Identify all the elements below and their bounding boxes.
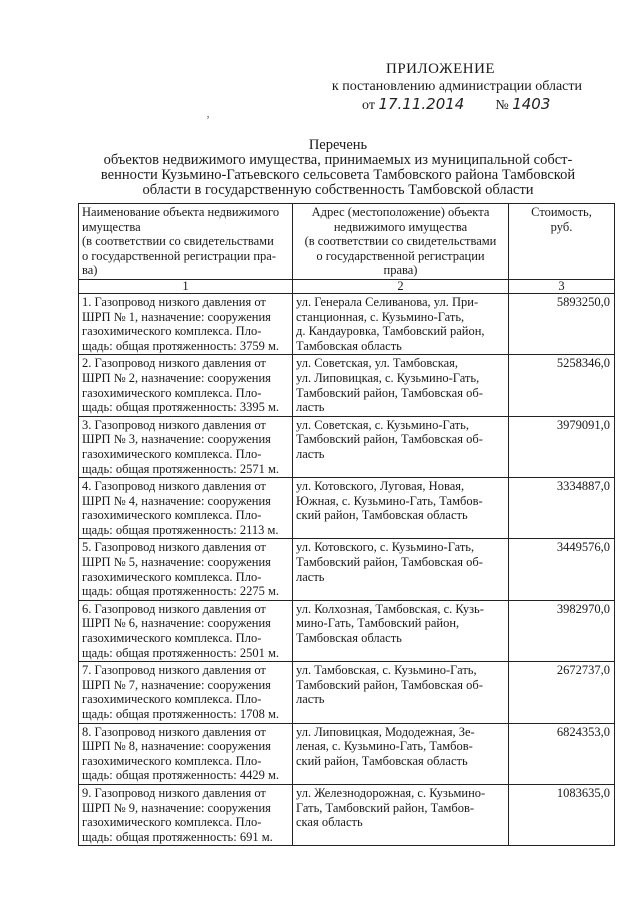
object-name-cell <box>79 784 293 845</box>
cell-line: 9. Газопровод низкого давления от <box>82 785 266 800</box>
column-number-row <box>79 279 615 293</box>
column-number: 3 <box>509 279 615 293</box>
cell-line: Тамбовский район, Тамбовская об- <box>296 677 483 692</box>
cell-line: ул. Котовского, Луговая, Новая, <box>296 479 465 494</box>
cell-line: ская область <box>296 815 363 830</box>
object-cost-cell: 5258346,0 <box>509 355 615 416</box>
table-row <box>79 539 615 600</box>
cell-line: щадь: общая протяженность: 2571 м. <box>82 461 279 476</box>
number-prefix: № <box>495 98 509 113</box>
cell-line: ул. Колхозная, Тамбовская, с. Кузь- <box>296 601 484 616</box>
cell-line: ласть <box>296 692 325 707</box>
table-row <box>79 416 615 477</box>
cell-line: 8. Газопровод низкого давления от <box>82 724 266 739</box>
cell-line: газохимического комплекса. Пло- <box>82 815 262 830</box>
cell-line: 7. Газопровод низкого давления от <box>82 663 266 678</box>
cell-line: газохимического комплекса. Пло- <box>82 753 262 768</box>
cell-line: ул. Советская, с. Кузьмино-Гать, <box>296 417 469 432</box>
cell-line: 6. Газопровод низкого давления от <box>82 601 266 616</box>
object-cost-cell: 2672737,0 <box>509 662 615 723</box>
object-name-cell <box>79 478 293 539</box>
cell-line: Тамбовский район, Тамбовская об- <box>296 555 483 570</box>
cell-line: щадь: общая протяженность: 3395 м. <box>82 400 279 415</box>
heading-line-4: области в государственную собственность Тамбовской области <box>142 182 534 198</box>
cell-line: ШРП № 6, назначение: сооружения <box>82 616 271 631</box>
cell-line: Тамбовская область <box>296 338 402 353</box>
cell-line: ШРП № 4, назначение: сооружения <box>82 493 271 508</box>
cell-line: ШРП № 2, назначение: сооружения <box>82 370 271 385</box>
object-cost-cell: 1083635,0 <box>509 784 615 845</box>
cell-line: мино-Гать, Тамбовский район, <box>296 616 460 631</box>
cell-line: Южная, с. Кузьмино-Гать, Тамбов- <box>296 493 483 508</box>
object-cost-cell: 3334887,0 <box>509 478 615 539</box>
object-cost-cell: 3982970,0 <box>509 600 615 661</box>
header-name-column: Наименование объекта недвижимого имущества (в соответствии со свидетельствами о государственной регистрации пра- ва) <box>79 204 293 280</box>
cell-line: ул. Липовицкая, Мододежная, Зе- <box>296 724 475 739</box>
date-prefix: от <box>362 98 375 113</box>
table-header-row <box>79 204 615 280</box>
cell-line: 2. Газопровод низкого давления от <box>82 356 266 371</box>
cell-line: ул. Тамбовская, с. Кузьмино-Гать, <box>296 663 477 678</box>
header-address-column: Адрес (местоположение) объекта недвижимого имущества (в соответствии со свидетельствами о государственной регистрации права) <box>293 204 509 280</box>
cell-line: газохимического комплекса. Пло- <box>82 385 262 400</box>
cell-line: щадь: общая протяженность: 2275 м. <box>82 584 279 599</box>
cell-line: газохимического комплекса. Пло- <box>82 692 262 707</box>
table-row <box>79 600 615 661</box>
property-table-body <box>79 204 615 846</box>
cell-line: Тамбовский район, Тамбовская об- <box>296 432 483 447</box>
table-row <box>79 784 615 845</box>
object-cost-cell: 6824353,0 <box>509 723 615 784</box>
cell-line: ШРП № 1, назначение: сооружения <box>82 309 271 324</box>
cell-line: 5. Газопровод низкого давления от <box>82 540 266 555</box>
cell-line: газохимического комплекса. Пло- <box>82 569 262 584</box>
cell-line: леная, с. Кузьмино-Гать, Тамбов- <box>296 739 473 754</box>
cell-line: ский район, Тамбовская область <box>296 508 468 523</box>
cell-line: д. Кандауровка, Тамбовский район, <box>296 324 485 339</box>
handwritten-number: 1403 <box>512 95 551 113</box>
cell-line: щадь: общая протяженность: 3759 м. <box>82 338 279 353</box>
object-cost-cell: 5893250,0 <box>509 293 615 354</box>
cell-line: газохимического комплекса. Пло- <box>82 446 262 461</box>
cell-line: ласть <box>296 446 325 461</box>
object-name-cell <box>79 662 293 723</box>
appendix-subtitle: к постановлению администрации области <box>331 79 582 94</box>
object-cost-cell: 3979091,0 <box>509 416 615 477</box>
object-address-cell <box>293 600 509 661</box>
property-table <box>78 203 615 846</box>
appendix-title: ПРИЛОЖЕНИЕ <box>386 61 496 77</box>
cell-line: газохимического комплекса. Пло- <box>82 324 262 339</box>
cell-line: ул. Котовского, с. Кузьмино-Гать, <box>296 540 475 555</box>
cell-line: ул. Липовицкая, с. Кузьмино-Гать, <box>296 370 480 385</box>
cell-line: Тамбовский район, Тамбовская об- <box>296 385 483 400</box>
cell-line: щадь: общая протяженность: 2501 м. <box>82 645 279 660</box>
cell-line: 4. Газопровод низкого давления от <box>82 479 266 494</box>
object-name-cell <box>79 600 293 661</box>
cell-line: ШРП № 3, назначение: сооружения <box>82 432 271 447</box>
cell-line: щадь: общая протяженность: 691 м. <box>82 829 273 844</box>
scan-speck: ʼ <box>206 113 210 127</box>
heading-line-3: венности Кузьмино-Гатьевского сельсовета Тамбовского района Тамбовской <box>100 167 576 183</box>
object-address-cell <box>293 293 509 354</box>
cell-line: ШРП № 7, назначение: сооружения <box>82 677 271 692</box>
cell-line: 1. Газопровод низкого давления от <box>82 294 266 309</box>
table-row <box>79 662 615 723</box>
object-cost-cell: 3449576,0 <box>509 539 615 600</box>
table-row <box>79 478 615 539</box>
heading-line-1: Перечень <box>308 137 368 153</box>
cell-line: газохимического комплекса. Пло- <box>82 631 262 646</box>
header-cost-column: Стоимость, руб. <box>509 204 615 280</box>
object-name-cell <box>79 539 293 600</box>
object-name-cell <box>79 416 293 477</box>
table-row <box>79 723 615 784</box>
object-address-cell <box>293 355 509 416</box>
cell-line: ул. Железнодорожная, с. Кузьмино- <box>296 785 486 800</box>
document-heading <box>40 138 636 198</box>
cell-line: щадь: общая протяженность: 2113 м. <box>82 522 279 537</box>
table-row <box>79 293 615 354</box>
object-address-cell <box>293 539 509 600</box>
object-name-cell <box>79 293 293 354</box>
cell-line: Гать, Тамбовский район, Тамбов- <box>296 800 475 815</box>
cell-line: ШРП № 5, назначение: сооружения <box>82 555 271 570</box>
object-name-cell <box>79 723 293 784</box>
cell-line: ский район, Тамбовская область <box>296 753 468 768</box>
object-address-cell <box>293 416 509 477</box>
cell-line: ШРП № 9, назначение: сооружения <box>82 800 271 815</box>
cell-line: ул. Советская, ул. Тамбовская, <box>296 356 459 371</box>
cell-line: Тамбовская область <box>296 631 402 646</box>
table-row <box>79 355 615 416</box>
cell-line: газохимического комплекса. Пло- <box>82 508 262 523</box>
cell-line: 3. Газопровод низкого давления от <box>82 417 266 432</box>
resolution-number-line <box>362 95 550 114</box>
cell-line: ласть <box>296 400 325 415</box>
heading-line-2: объектов недвижимого имущества, принимаемых из муниципальной собст- <box>103 152 573 168</box>
cell-line: ласть <box>296 569 325 584</box>
cell-line: щадь: общая протяженность: 1708 м. <box>82 707 279 721</box>
column-number: 2 <box>293 279 509 293</box>
cell-line: ШРП № 8, назначение: сооружения <box>82 739 271 754</box>
cell-line: ул. Генерала Селиванова, ул. При- <box>296 294 479 309</box>
object-address-cell <box>293 784 509 845</box>
object-name-cell <box>79 355 293 416</box>
object-address-cell <box>293 662 509 723</box>
cell-line: станционная, с. Кузьмино-Гать, <box>296 309 465 324</box>
column-number: 1 <box>79 279 293 293</box>
object-address-cell <box>293 478 509 539</box>
handwritten-date: 17.11.2014 <box>378 95 465 113</box>
cell-line: щадь: общая протяженность: 4429 м. <box>82 768 279 783</box>
object-address-cell <box>293 723 509 784</box>
